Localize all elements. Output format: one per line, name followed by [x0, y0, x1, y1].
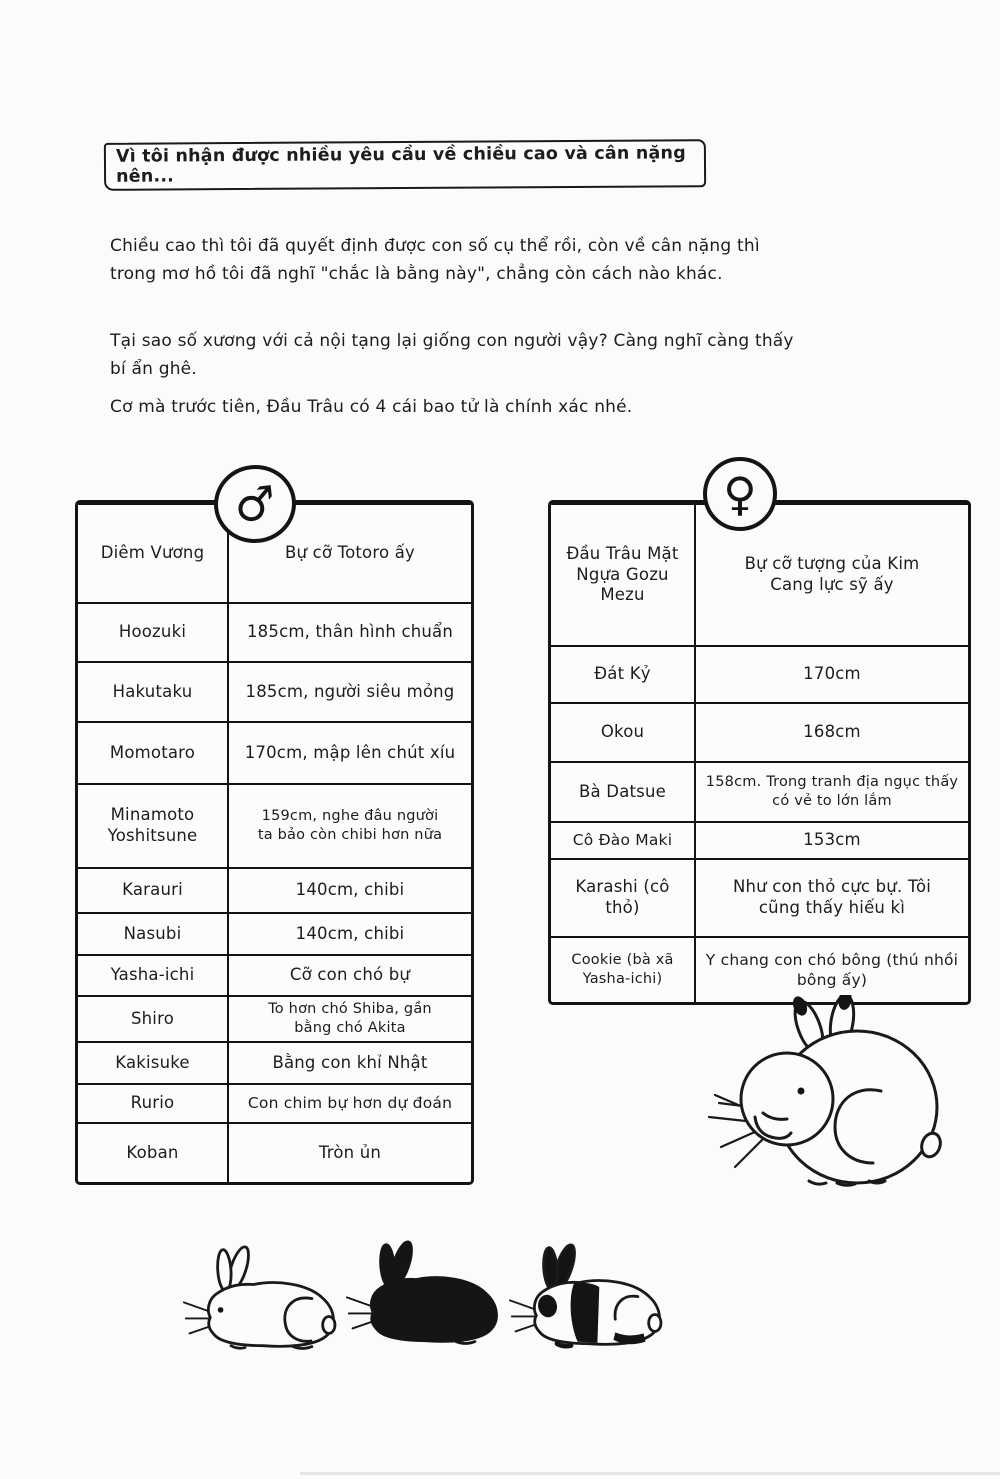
character-name: Momotaro	[78, 723, 229, 783]
character-name: Minamoto Yoshitsune	[78, 785, 229, 867]
table-row	[78, 661, 471, 721]
scan-artifact-line	[300, 1472, 1000, 1475]
character-name: Diêm Vương	[78, 505, 229, 602]
character-name: Đầu Trâu Mặt Ngựa Gozu Mezu	[551, 505, 696, 645]
character-height: 159cm, nghe đâu người ta bảo còn chibi hơn nữa	[257, 808, 443, 843]
character-name: Karashi (cô thỏ)	[551, 860, 696, 936]
table-row	[78, 1122, 471, 1182]
character-height: 185cm, người siêu mỏng	[245, 681, 455, 701]
character-name: Nasubi	[78, 914, 229, 954]
table-row	[551, 936, 968, 1002]
character-height: 170cm	[803, 664, 861, 684]
table-row	[551, 645, 968, 702]
character-height: 168cm	[803, 722, 861, 742]
character-height: 170cm, mập lên chút xíu	[244, 742, 456, 762]
table-row	[551, 821, 968, 858]
character-name: Shiro	[78, 997, 229, 1041]
character-height: 140cm, chibi	[295, 880, 405, 900]
table-row	[78, 1041, 471, 1083]
female-gender-icon	[703, 457, 777, 531]
character-height: 153cm	[803, 830, 861, 850]
character-name: Koban	[78, 1124, 229, 1182]
paragraph-3: Cơ mà trước tiên, Đầu Trâu có 4 cái bao tử là chính xác nhé.	[110, 397, 633, 417]
character-height: Bự cỡ tượng của Kim Cang lực sỹ ấy	[744, 554, 920, 594]
table-row	[78, 995, 471, 1041]
character-height: 158cm. Trong tranh địa ngục thấy có vẻ to lớn lắm	[705, 774, 959, 809]
character-height: Bự cỡ Totoro ấy	[284, 543, 415, 563]
female-height-table	[548, 467, 971, 1005]
table-row	[78, 1083, 471, 1122]
character-height: Tròn ủn	[318, 1142, 382, 1162]
table-row	[551, 702, 968, 761]
paragraph-2: Tại sao số xương với cả nội tạng lại giống con người vậy? Càng nghĩ càng thấy bí ẩn ghê.	[110, 331, 794, 379]
title-box	[104, 139, 706, 191]
character-height: 140cm, chibi	[295, 923, 405, 943]
paragraph-1: Chiều cao thì tôi đã quyết định được con số cụ thể rồi, còn về cân nặng thì trong mơ hồ tôi đã nghĩ "chắc là bằng này", chẳng còn cách nào khác.	[110, 236, 760, 284]
table-row	[78, 912, 471, 954]
character-name: Cô Đào Maki	[551, 823, 696, 858]
table-row	[78, 954, 471, 995]
character-name: Cookie (bà xã Yasha-ichi)	[551, 938, 696, 1002]
male-symbol: ♂	[231, 474, 279, 534]
character-name: Hakutaku	[78, 663, 229, 721]
character-height: To hơn chó Shiba, gần bằng chó Akita	[268, 1001, 432, 1036]
table-row	[551, 858, 968, 936]
character-height: Con chim bự hơn dự đoán	[247, 1093, 453, 1112]
character-name: Karauri	[78, 869, 229, 912]
character-name: Okou	[551, 704, 696, 761]
character-name: Bà Datsue	[551, 763, 696, 821]
male-height-table	[75, 474, 474, 1185]
character-height: Như con thỏ cực bự. Tôi cũng thấy hiếu kì	[732, 877, 932, 917]
page-title: Vì tôi nhận được nhiều yêu cầu về chiều cao và cân nặng nên...	[115, 143, 686, 187]
black-rabbit-illustration	[345, 1233, 505, 1358]
table-row	[78, 721, 471, 783]
panda-rabbit-illustration	[508, 1236, 668, 1361]
character-name: Rurio	[78, 1085, 229, 1122]
character-height: 185cm, thân hình chuẩn	[246, 622, 454, 642]
character-name: Yasha-ichi	[78, 956, 229, 995]
table-row	[78, 867, 471, 912]
female-symbol: ♀	[723, 467, 757, 521]
character-name: Hoozuki	[78, 604, 229, 661]
table-row	[551, 761, 968, 821]
grooming-rabbit-illustration	[705, 995, 960, 1190]
white-rabbit-illustration	[182, 1238, 342, 1363]
table-row	[78, 783, 471, 867]
character-height: Y chang con chó bông (thú nhồi bông ấy)	[705, 950, 959, 989]
character-name: Kakisuke	[78, 1043, 229, 1083]
table-row	[78, 602, 471, 661]
character-height: Bằng con khỉ Nhật	[272, 1052, 428, 1072]
character-name: Đát Kỷ	[551, 647, 696, 702]
character-height: Cỡ con chó bự	[289, 965, 411, 985]
